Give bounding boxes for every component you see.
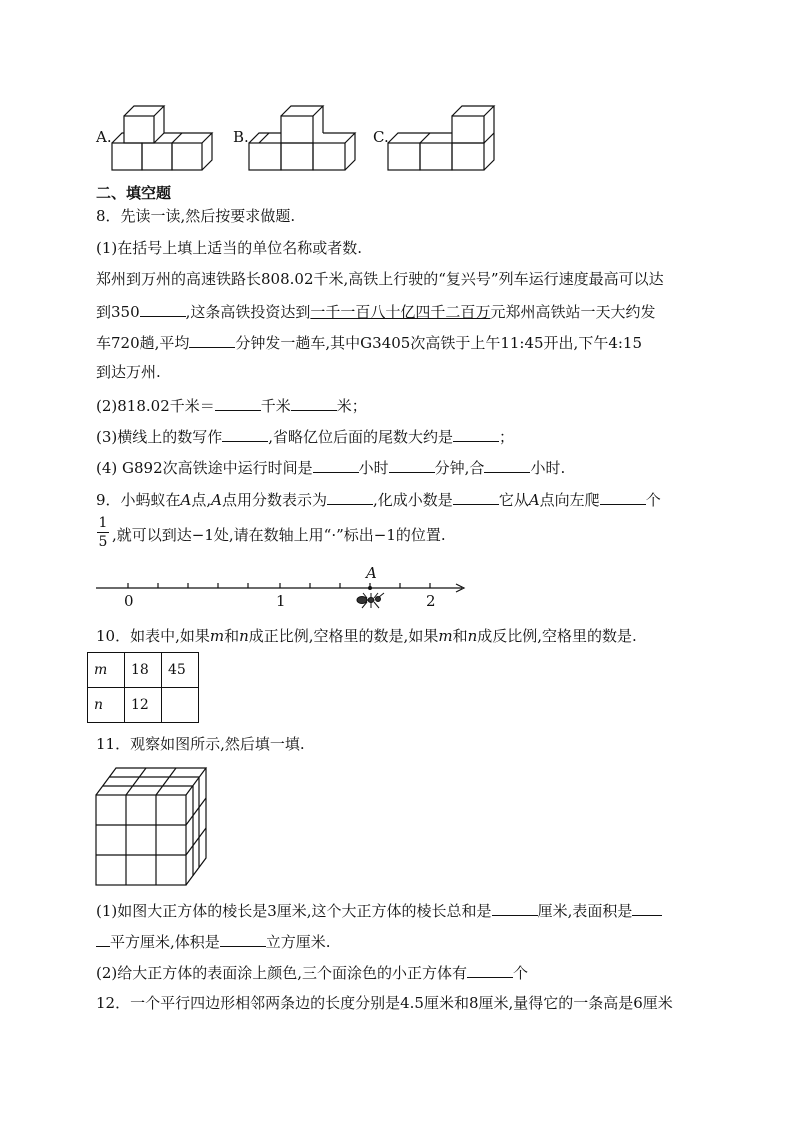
answer-blank[interactable]	[313, 456, 359, 473]
cube-figure-a	[108, 95, 218, 175]
answer-blank[interactable]	[632, 899, 662, 916]
table-cell: m	[88, 653, 125, 688]
q8-part2: (2)818.02千米＝ 千米 米；	[96, 394, 367, 416]
q11-part1-line2: 平方厘米,体积是 立方厘米.	[96, 930, 331, 952]
axis-label-1: 1	[276, 592, 286, 610]
answer-blank[interactable]	[453, 425, 499, 442]
answer-blank[interactable]	[327, 488, 373, 505]
table-cell: 12	[125, 688, 162, 723]
number-line[interactable]	[90, 560, 480, 615]
table-cell: n	[88, 688, 125, 723]
point-a-label: A	[366, 564, 377, 582]
fraction-one-fifth: 1 5	[98, 515, 108, 550]
q10-text: 10．如表中,如果m和n成正比例,空格里的数是,如果m和n成反比例,空格里的数是.	[96, 627, 637, 645]
point-a-dot	[368, 586, 372, 590]
answer-blank[interactable]	[215, 394, 261, 411]
axis-label-2: 2	[426, 592, 436, 610]
q12-text: 12．一个平行四边形相邻两条边的长度分别是4.5厘米和8厘米,量得它的一条高是6厘米	[96, 994, 673, 1012]
table-row	[88, 653, 199, 688]
q11-part2: (2)给大正方体的表面涂上颜色,三个面涂色的小正方体有 个	[96, 961, 528, 983]
q9-line1: 9．小蚂蚁在A点,A点用分数表示为 ,化成小数是 它从A点向左爬 个	[96, 488, 661, 510]
answer-blank[interactable]	[189, 331, 235, 348]
q8-part3: (3)横线上的数写作 ,省略亿位后面的尾数大约是 ；	[96, 425, 514, 447]
q11-intro: 11．观察如图所示,然后填一填.	[96, 735, 305, 753]
q8-text-line2: 到350 ,这条高铁投资达到一千一百八十亿四千二百万元郑州高铁站一天大约发	[96, 300, 655, 322]
answer-blank[interactable]	[140, 300, 186, 317]
answer-blank[interactable]	[222, 425, 268, 442]
answer-blank[interactable]	[467, 961, 513, 978]
answer-blank[interactable]	[291, 394, 337, 411]
underlined-amount: 一千一百八十亿四千二百万	[310, 303, 491, 321]
option-b-label: B.	[233, 128, 249, 146]
cube-3x3-figure	[92, 760, 212, 890]
q8-intro: 8．先读一读,然后按要求做题.	[96, 207, 296, 225]
option-c-label: C.	[373, 128, 389, 146]
section-title: 二、填空题	[96, 184, 172, 202]
answer-blank[interactable]	[492, 899, 538, 916]
answer-blank[interactable]	[389, 456, 435, 473]
mn-table	[87, 652, 199, 723]
cube-figure-c	[384, 95, 499, 175]
answer-blank[interactable]	[484, 456, 530, 473]
answer-blank[interactable]	[96, 930, 110, 947]
answer-blank[interactable]	[453, 488, 499, 505]
q11-part1-line1: (1)如图大正方体的棱长是3厘米,这个大正方体的棱长总和是 厘米,表面积是	[96, 899, 662, 921]
table-cell: 18	[125, 653, 162, 688]
answer-blank[interactable]	[220, 930, 266, 947]
option-a-label: A.	[96, 128, 112, 146]
table-cell-empty[interactable]	[162, 688, 199, 723]
q8-text-line4: 到达万州.	[96, 363, 161, 381]
axis-label-0: 0	[124, 592, 134, 610]
q9-line2: ,就可以到达−1处,请在数轴上用“·”标出−1的位置.	[112, 526, 446, 544]
answer-blank[interactable]	[600, 488, 646, 505]
cube-figure-b	[245, 95, 360, 175]
q8-text-line1: 郑州到万州的高速铁路长808.02千米,高铁上行驶的“复兴号”列车运行速度最高可以达	[96, 270, 664, 288]
ant-icon	[357, 593, 384, 608]
q8-part4: (4) G892次高铁途中运行时间是 小时 分钟,合 小时.	[96, 456, 565, 478]
q8-text-line3: 车720趟,平均 分钟发一趟车,其中G3405次高铁于上午11:45开出,下午4:15	[96, 331, 642, 353]
table-cell: 45	[162, 653, 199, 688]
table-row	[88, 688, 199, 723]
q8-part1: (1)在括号上填上适当的单位名称或者数.	[96, 239, 363, 257]
